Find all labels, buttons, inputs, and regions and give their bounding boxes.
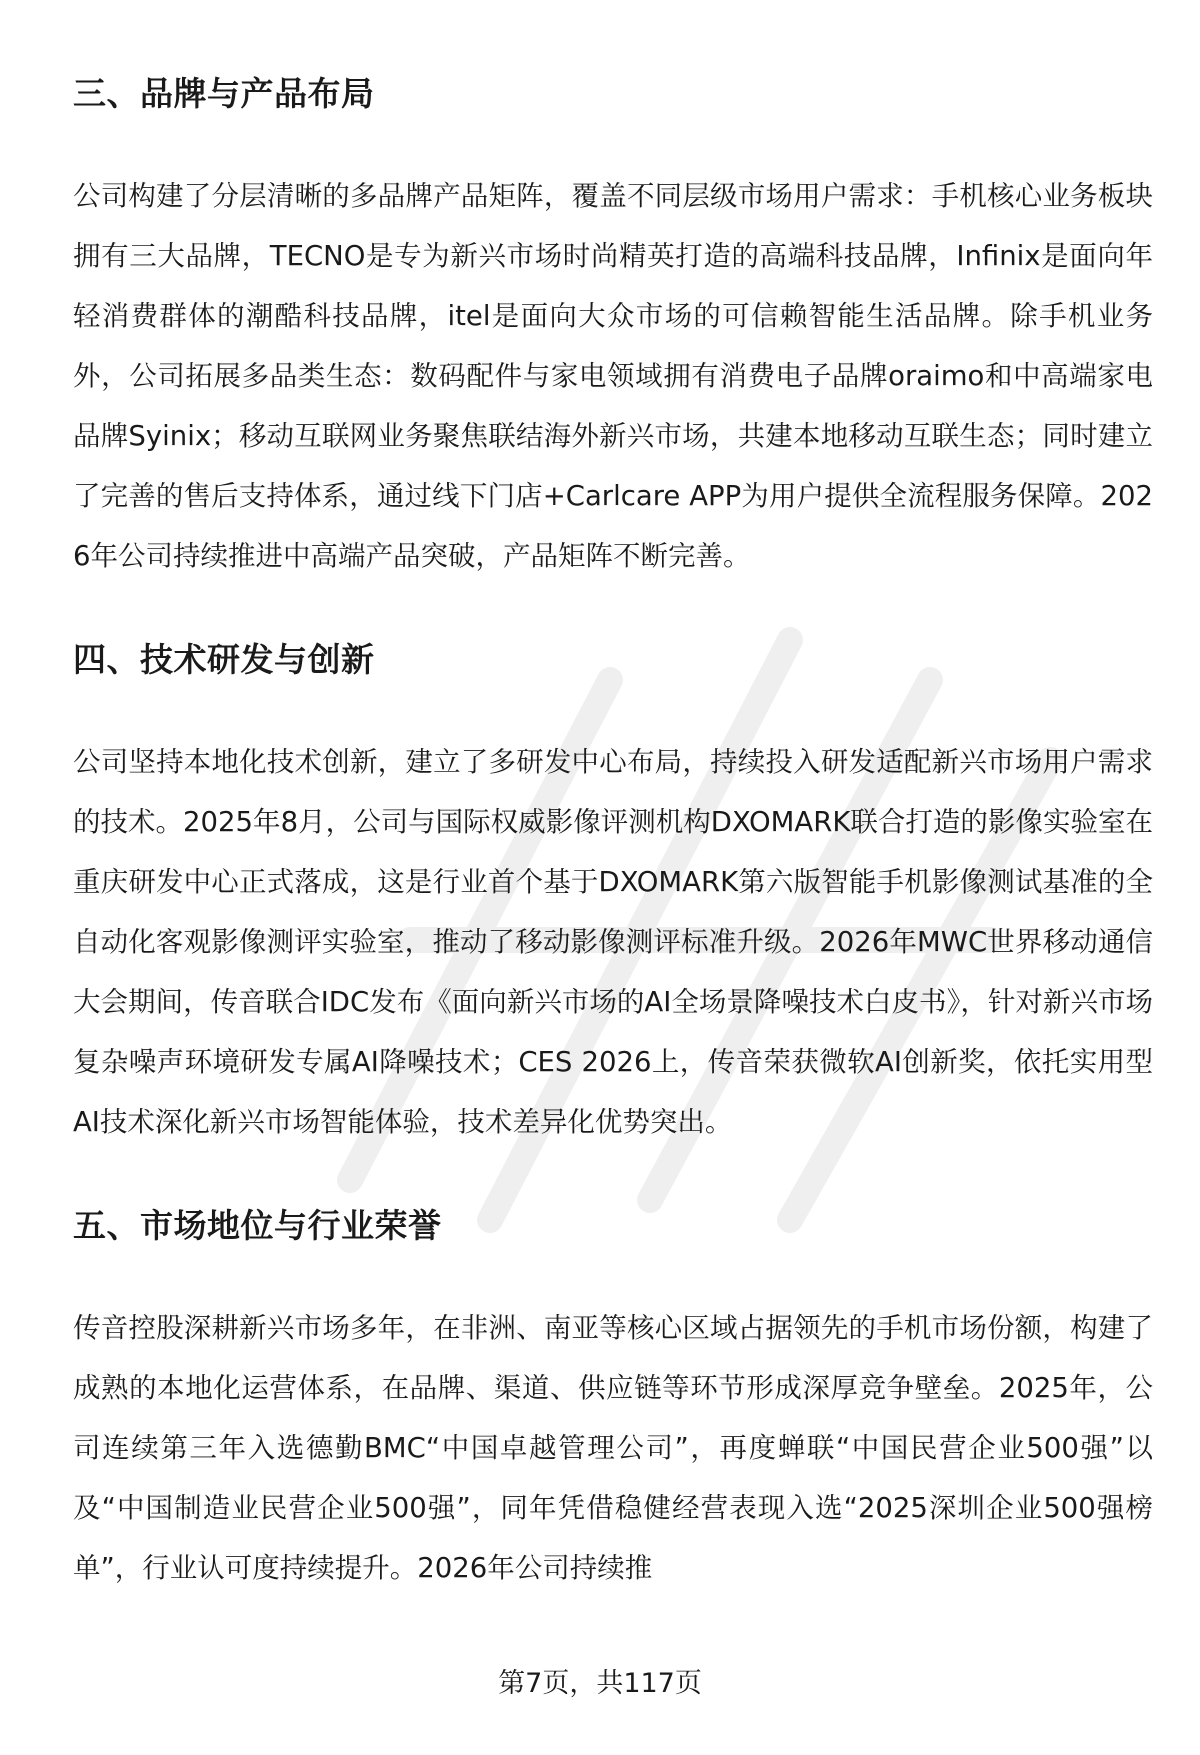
section-heading: 三、品牌与产品布局 bbox=[73, 74, 375, 113]
section-heading: 五、市场地位与行业荣誉 bbox=[73, 1206, 442, 1245]
document-content bbox=[73, 64, 1153, 1598]
section-heading: 四、技术研发与创新 bbox=[73, 640, 375, 679]
section-paragraph: 传音控股深耕新兴市场多年，在非洲、南亚等核心区域占据领先的手机市场份额，构建了成熟的本地化运营体系，在品牌、渠道、供应链等环节形成深厚竞争壁垒。2025年，公司连续第三年入选德勤BMC“中国卓越管理公司”，再度蝉联“中国民营企业500强”以及“中国制造业民营企业500强”，同年凭借稳健经营表现入选“2025深圳企业500强榜单”，行业认可度持续提升。2026年公司持续推 bbox=[73, 1312, 1153, 1584]
section-paragraph: 公司坚持本地化技术创新，建立了多研发中心布局，持续投入研发适配新兴市场用户需求的技术。2025年8月，公司与国际权威影像评测机构DXOMARK联合打造的影像实验室在重庆研发中心正式落成，这是行业首个基于DXOMARK第六版智能手机影像测试基准的全自动化客观影像测评实验室，推动了移动影像测评标准升级。2026年MWC世界移动通信大会期间，传音联合IDC发布《面向新兴市场的AI全场景降噪技术白皮书》，针对新兴市场复杂噪声环境研发专属AI降噪技术；CES 2026上，传音荣获微软AI创新奖，依托实用型AI技术深化新兴市场智能体验，技术差异化优势突出。 bbox=[73, 746, 1153, 1138]
section-rnd-innovation bbox=[73, 630, 1153, 1152]
section-brand-products bbox=[73, 64, 1153, 586]
page-number-footer: 第7页，共117页 bbox=[498, 1668, 702, 1699]
section-paragraph: 公司构建了分层清晰的多品牌产品矩阵，覆盖不同层级市场用户需求：手机核心业务板块拥有三大品牌，TECNO是专为新兴市场时尚精英打造的高端科技品牌，Infinix是面向年轻消费群体的潮酷科技品牌，itel是面向大众市场的可信赖智能生活品牌。除手机业务外，公司拓展多品类生态：数码配件与家电领域拥有消费电子品牌oraimo和中高端家电品牌Syinix；移动互联网业务聚焦联结海外新兴市场，共建本地移动互联生态；同时建立了完善的售后支持体系，通过线下门店+Carlcare APP为用户提供全流程服务保障。2026年公司持续推进中高端产品突破，产品矩阵不断完善。 bbox=[73, 180, 1153, 572]
section-market-honors bbox=[73, 1196, 1153, 1598]
